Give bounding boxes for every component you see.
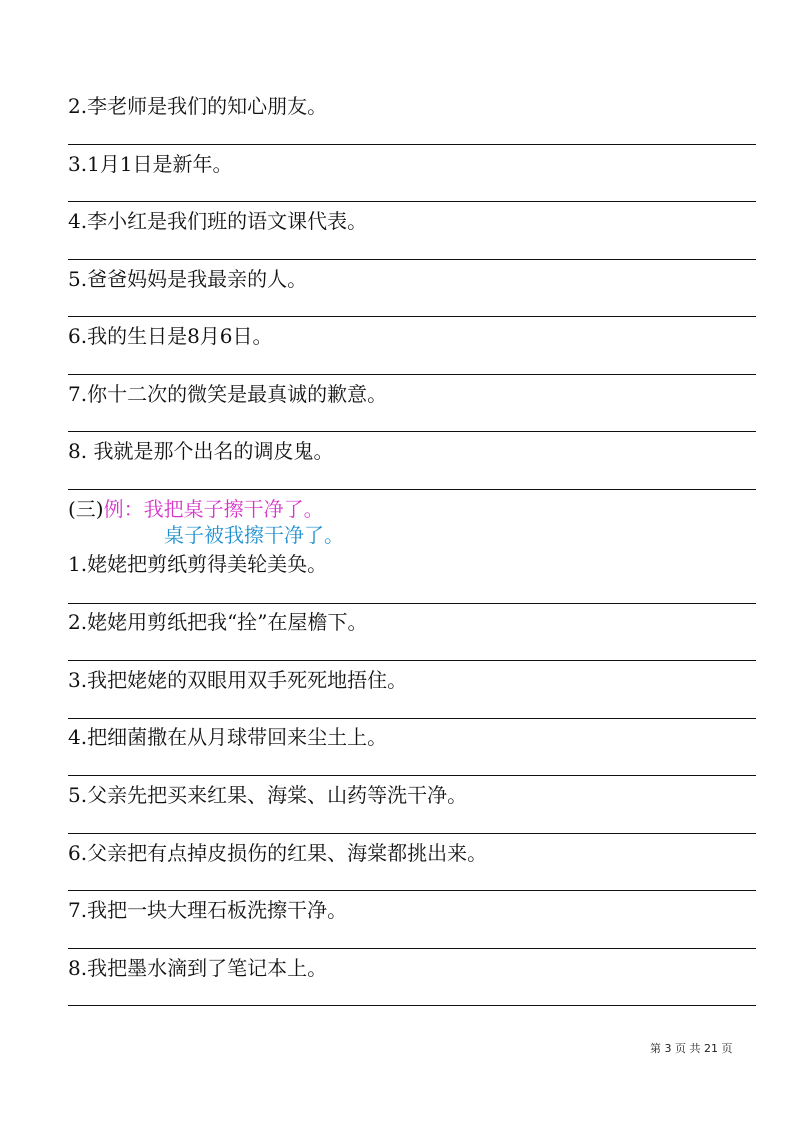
sentence-item: 6.我的生日是8月6日。 (68, 324, 273, 348)
answer-line (68, 1005, 756, 1006)
answer-line (68, 948, 756, 949)
section-header (68, 496, 324, 522)
page-number: 第 3 页 共 21 页 (650, 1042, 733, 1055)
sentence-item: 7.你十二次的微笑是最真诚的歉意。 (68, 382, 388, 406)
answer-line (68, 660, 756, 661)
answer-line (68, 144, 756, 145)
sentence-item: 1.姥姥把剪纸剪得美轮美奂。 (68, 552, 328, 576)
sentence-item: 8.我把墨水滴到了笔记本上。 (68, 956, 328, 980)
sentence-item: 5.父亲先把买来红果、海棠、山药等洗干净。 (68, 783, 468, 807)
sentence-item: 3.1月1日是新年。 (68, 152, 233, 176)
sentence-item: 2.姥姥用剪纸把我“拴”在屋檐下。 (68, 610, 368, 634)
answer-line (68, 890, 756, 891)
answer-line (68, 775, 756, 776)
section-label: (三) (68, 497, 104, 521)
answer-line (68, 201, 756, 202)
sentence-item: 8. 我就是那个出名的调皮鬼。 (68, 439, 334, 463)
sentence-item: 3.我把姥姥的双眼用双手死死地捂住。 (68, 668, 408, 692)
example-sentence-original: 我把桌子擦干净了。 (143, 497, 324, 521)
sentence-item: 4.把细菌撒在从月球带回来尘土上。 (68, 725, 388, 749)
sentence-item: 7.我把一块大理石板洗擦干净。 (68, 898, 348, 922)
answer-line (68, 431, 756, 432)
example-sentence-transformed: 桌子被我擦干净了。 (164, 523, 344, 547)
sentence-item: 5.爸爸妈妈是我最亲的人。 (68, 267, 308, 291)
sentence-item: 2.李老师是我们的知心朋友。 (68, 94, 328, 118)
answer-line (68, 603, 756, 604)
sentence-item: 6.父亲把有点掉皮损伤的红果、海棠都挑出来。 (68, 841, 488, 865)
answer-line (68, 316, 756, 317)
answer-line (68, 489, 756, 490)
answer-line (68, 833, 756, 834)
example-prefix: 例： (103, 497, 144, 521)
answer-line (68, 374, 756, 375)
sentence-item: 4.李小红是我们班的语文课代表。 (68, 209, 368, 233)
answer-line (68, 259, 756, 260)
answer-line (68, 718, 756, 719)
